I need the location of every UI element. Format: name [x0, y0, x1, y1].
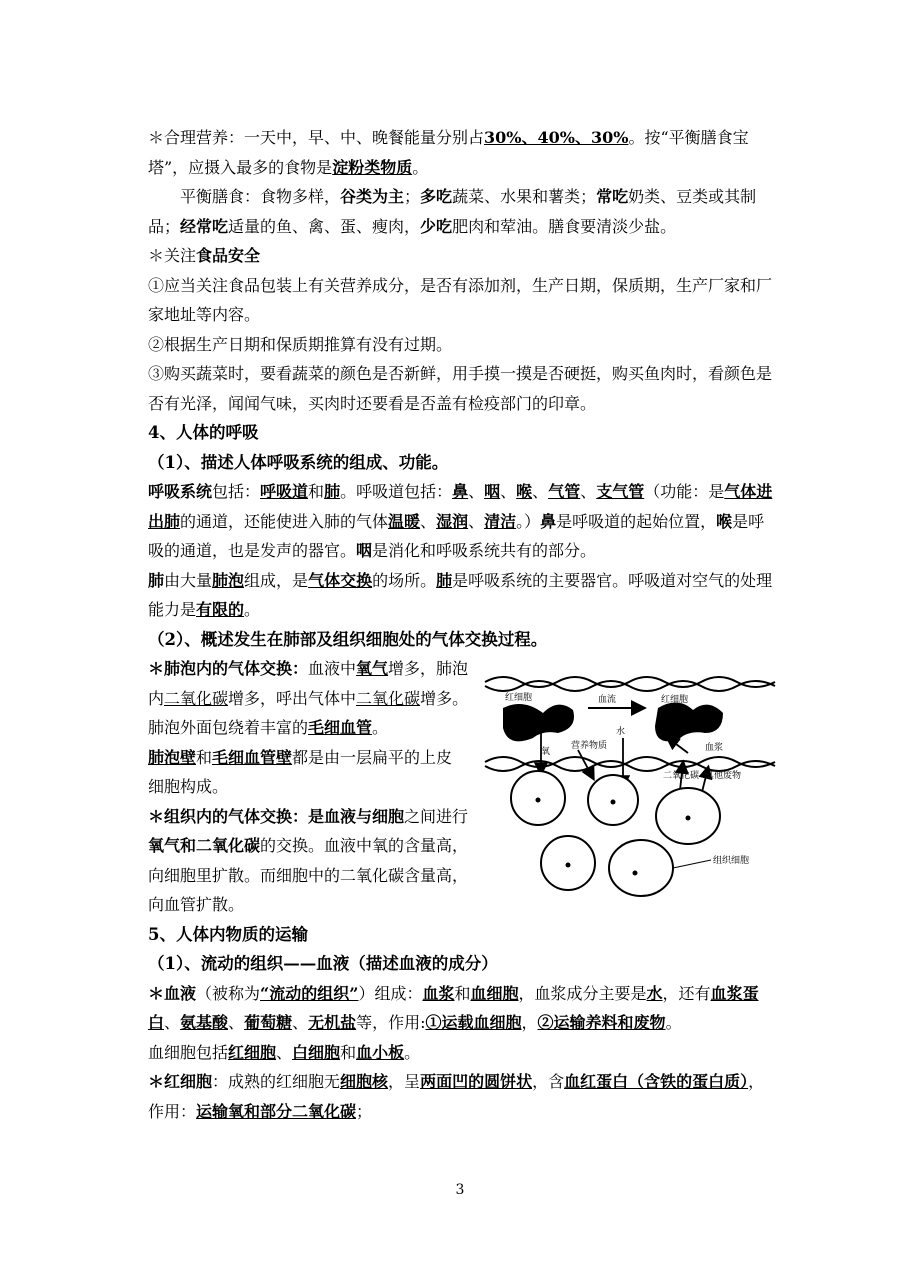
arrow-plasma	[668, 738, 688, 753]
vessel-wall-bottom	[485, 757, 775, 771]
paragraph-red-blood-cells: ＊红细胞：成熟的红细胞无细胞核，呈两面凹的圆饼状，含血红蛋白（含铁的蛋白质），作用：运输氧和部分二氧化碳；	[148, 1072, 765, 1121]
paragraph-food-safety: ＊关注食品安全	[148, 246, 261, 265]
gas-exchange-text	[148, 654, 478, 920]
red-blood-cell-right	[655, 702, 723, 741]
paragraph-blood: ＊血液（被称为“流动的组织”）组成：血浆和血细胞，血浆成分主要是水，还有血浆蛋白、氨基酸、葡萄糖、无机盐等，作用:①运载血细胞，②运输养料和废物。	[148, 983, 759, 1032]
paragraph-alveolar-exchange: ＊肺泡内的气体交换：血液中氧气增多，肺泡内二氧化碳增多，呼出气体中二氧化碳增多。肺泡外面包绕着丰富的毛细血管。	[148, 659, 469, 737]
arrow-nutrients	[578, 750, 593, 778]
paragraph-lungs: 肺由大量肺泡组成，是气体交换的场所。肺是呼吸系统的主要器官。呼吸道对空气的处理能力是有限的。	[148, 570, 773, 619]
paragraph-food-safety-3: ③购买蔬菜时，要看蔬菜的颜色是否新鲜，用手摸一摸是否硬挺，购买鱼肉时，看颜色是否有光泽，闻闻气味，买肉时还要看是否盖有检疫部门的印章。	[148, 364, 773, 413]
gas-exchange-diagram	[483, 668, 778, 903]
subheading-gas-exchange: （2）、概述发生在肺部及组织细胞处的气体交换过程。	[148, 629, 548, 649]
nucleus-2	[611, 800, 616, 805]
label-blood-flow: 血流	[598, 695, 617, 705]
label-waste: 其他废物	[705, 771, 742, 781]
paragraph-respiratory-system: 呼吸系统包括：呼吸道和肺。呼吸道包括：鼻、咽、喉、气管、支气管（功能：是气体进出肺的通道，还能使进入肺的气体温暖、湿润、清洁。）鼻是呼吸道的起始位置，喉是呼吸的通道，也是发声的器官。咽是消化和呼吸系统共有的部分。	[148, 482, 773, 560]
nucleus-4	[566, 863, 571, 868]
tissue-label-leader	[673, 860, 711, 868]
subheading-blood: （1）、流动的组织——血液（描述血液的成分）	[148, 954, 498, 973]
label-rbc-left: 红细胞	[505, 693, 533, 703]
subheading-respiratory-system: （1）、描述人体呼吸系统的组成、功能。	[148, 452, 449, 472]
nucleus-1	[536, 798, 541, 803]
paragraph-blood-cells: 血细胞包括红细胞、白细胞和血小板。	[148, 1042, 421, 1062]
paragraph-nutrition: ＊合理营养：一天中，早、中、晚餐能量分别占30%、40%、30%。按“平衡膳食宝塔”，应摄入最多的食物是淀粉类物质。	[148, 128, 749, 177]
vessel-wall-top	[485, 677, 775, 691]
label-rbc-right: 红细胞	[661, 695, 689, 705]
paragraph-food-safety-1: ①应当关注食品包装上有关营养成分，是否有添加剂，生产日期，保质期，生产厂家和厂家地址等内容。	[148, 275, 773, 324]
label-co2: 二氧化碳	[663, 771, 700, 781]
paragraph-food-safety-2: ②根据生产日期和保质期推算有没有过期。	[148, 334, 453, 354]
label-plasma: 血浆	[705, 743, 724, 753]
red-blood-cell-left	[503, 704, 574, 741]
heading-respiration: 4、人体的呼吸	[148, 423, 259, 442]
page-number: 3	[455, 1182, 465, 1198]
page-content	[148, 123, 778, 1126]
nucleus-3	[686, 816, 691, 821]
label-nutrients: 营养物质	[571, 741, 608, 751]
paragraph-tissue-exchange: ＊组织内的气体交换：是血液与细胞之间进行氧气和二氧化碳的交换。血液中氧的含量高，向细胞里扩散。而细胞中的二氧化碳含量高，向血管扩散。	[148, 806, 469, 914]
label-water: 水	[616, 727, 626, 737]
paragraph-alveolar-wall: 肺泡壁和毛细血管壁都是由一层扁平的上皮 细胞构成。	[148, 747, 453, 796]
paragraph-balanced-diet: 平衡膳食：食物多样，谷类为主；多吃蔬菜、水果和薯类；常吃奶类、豆类或其制品；经常吃适量的鱼、禽、蛋、瘦肉，少吃肥肉和荤油。膳食要清淡少盐。	[148, 187, 757, 236]
nucleus-5	[633, 871, 638, 876]
tissue-cell-5	[609, 840, 673, 896]
label-oxygen: 氧	[541, 747, 551, 757]
heading-transport: 5、人体内物质的运输	[148, 924, 308, 944]
label-tissue-cell: 组织细胞	[713, 856, 750, 866]
